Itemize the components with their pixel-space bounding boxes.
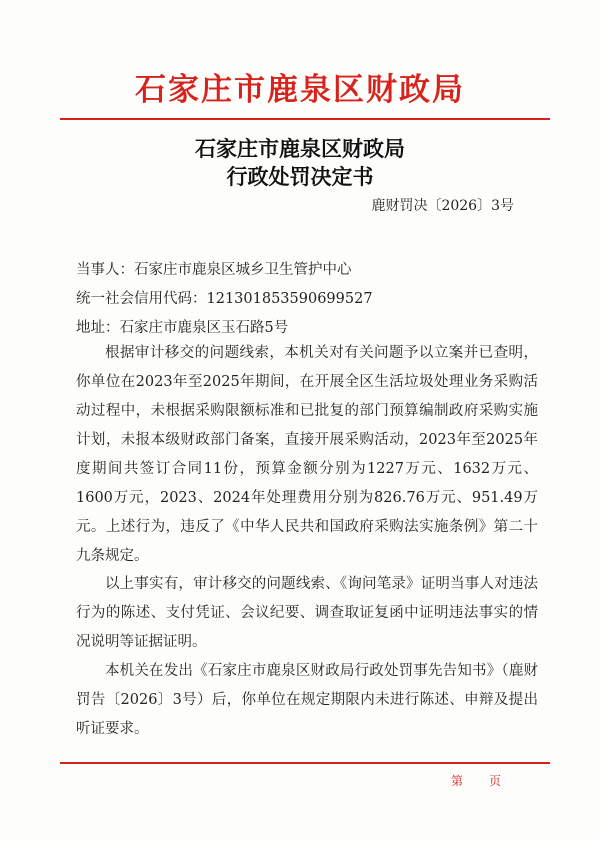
- page-number-footer: [451, 772, 501, 789]
- document-title-org: 石家庄市鹿泉区财政局: [195, 136, 405, 161]
- org-letterhead: 石家庄市鹿泉区财政局: [135, 72, 465, 108]
- document-number: 鹿财罚决〔2026〕3号: [371, 198, 514, 214]
- body-paragraph-facts: 根据审计移交的问题线索，本机关对有关问题予以立案并已查明，你单位在2023年至2025年期间，在开展全区生活垃圾处理业务采购活动过程中，未根据采购限额标准和已批复的部门预算编制政府采购实施计划，未报本级财政部门备案，直接开展采购活动，2023年至2025年度期间共签订合同11份，预算金额分别为1227万元、1632万元、1600万元，2023、2024年处理费用分别为826.76万元、951.49万元。上述行为，违反了《中华人民共和国政府采购法实施条例》第二十九条规定。: [76, 345, 538, 564]
- footer-red-rule: [60, 762, 550, 764]
- party-address: 地址：石家庄市鹿泉区玉石路5号: [76, 320, 289, 336]
- party-credit-code: 统一社会信用代码：121301853590699527: [76, 291, 373, 307]
- letterhead-red-rule: [60, 118, 550, 120]
- page-suffix: 页: [489, 774, 502, 788]
- document-title-type: 行政处罚决定书: [226, 164, 374, 189]
- party-name: 当事人：石家庄市鹿泉区城乡卫生管护中心: [76, 262, 352, 278]
- page-prefix: 第: [451, 774, 464, 788]
- body-paragraph-evidence: 以上事实有，审计移交的问题线索、《询问笔录》证明当事人对违法行为的陈述、支付凭证、会议纪要、调查取证复函中证明违法事实的情况说明等证据证明。: [76, 576, 538, 650]
- body-paragraph-notice: 本机关在发出《石家庄市鹿泉区财政局行政处罚事先告知书》（鹿财罚告〔2026〕3号）后，你单位在规定期限内未进行陈述、申辩及提出听证要求。: [76, 663, 538, 737]
